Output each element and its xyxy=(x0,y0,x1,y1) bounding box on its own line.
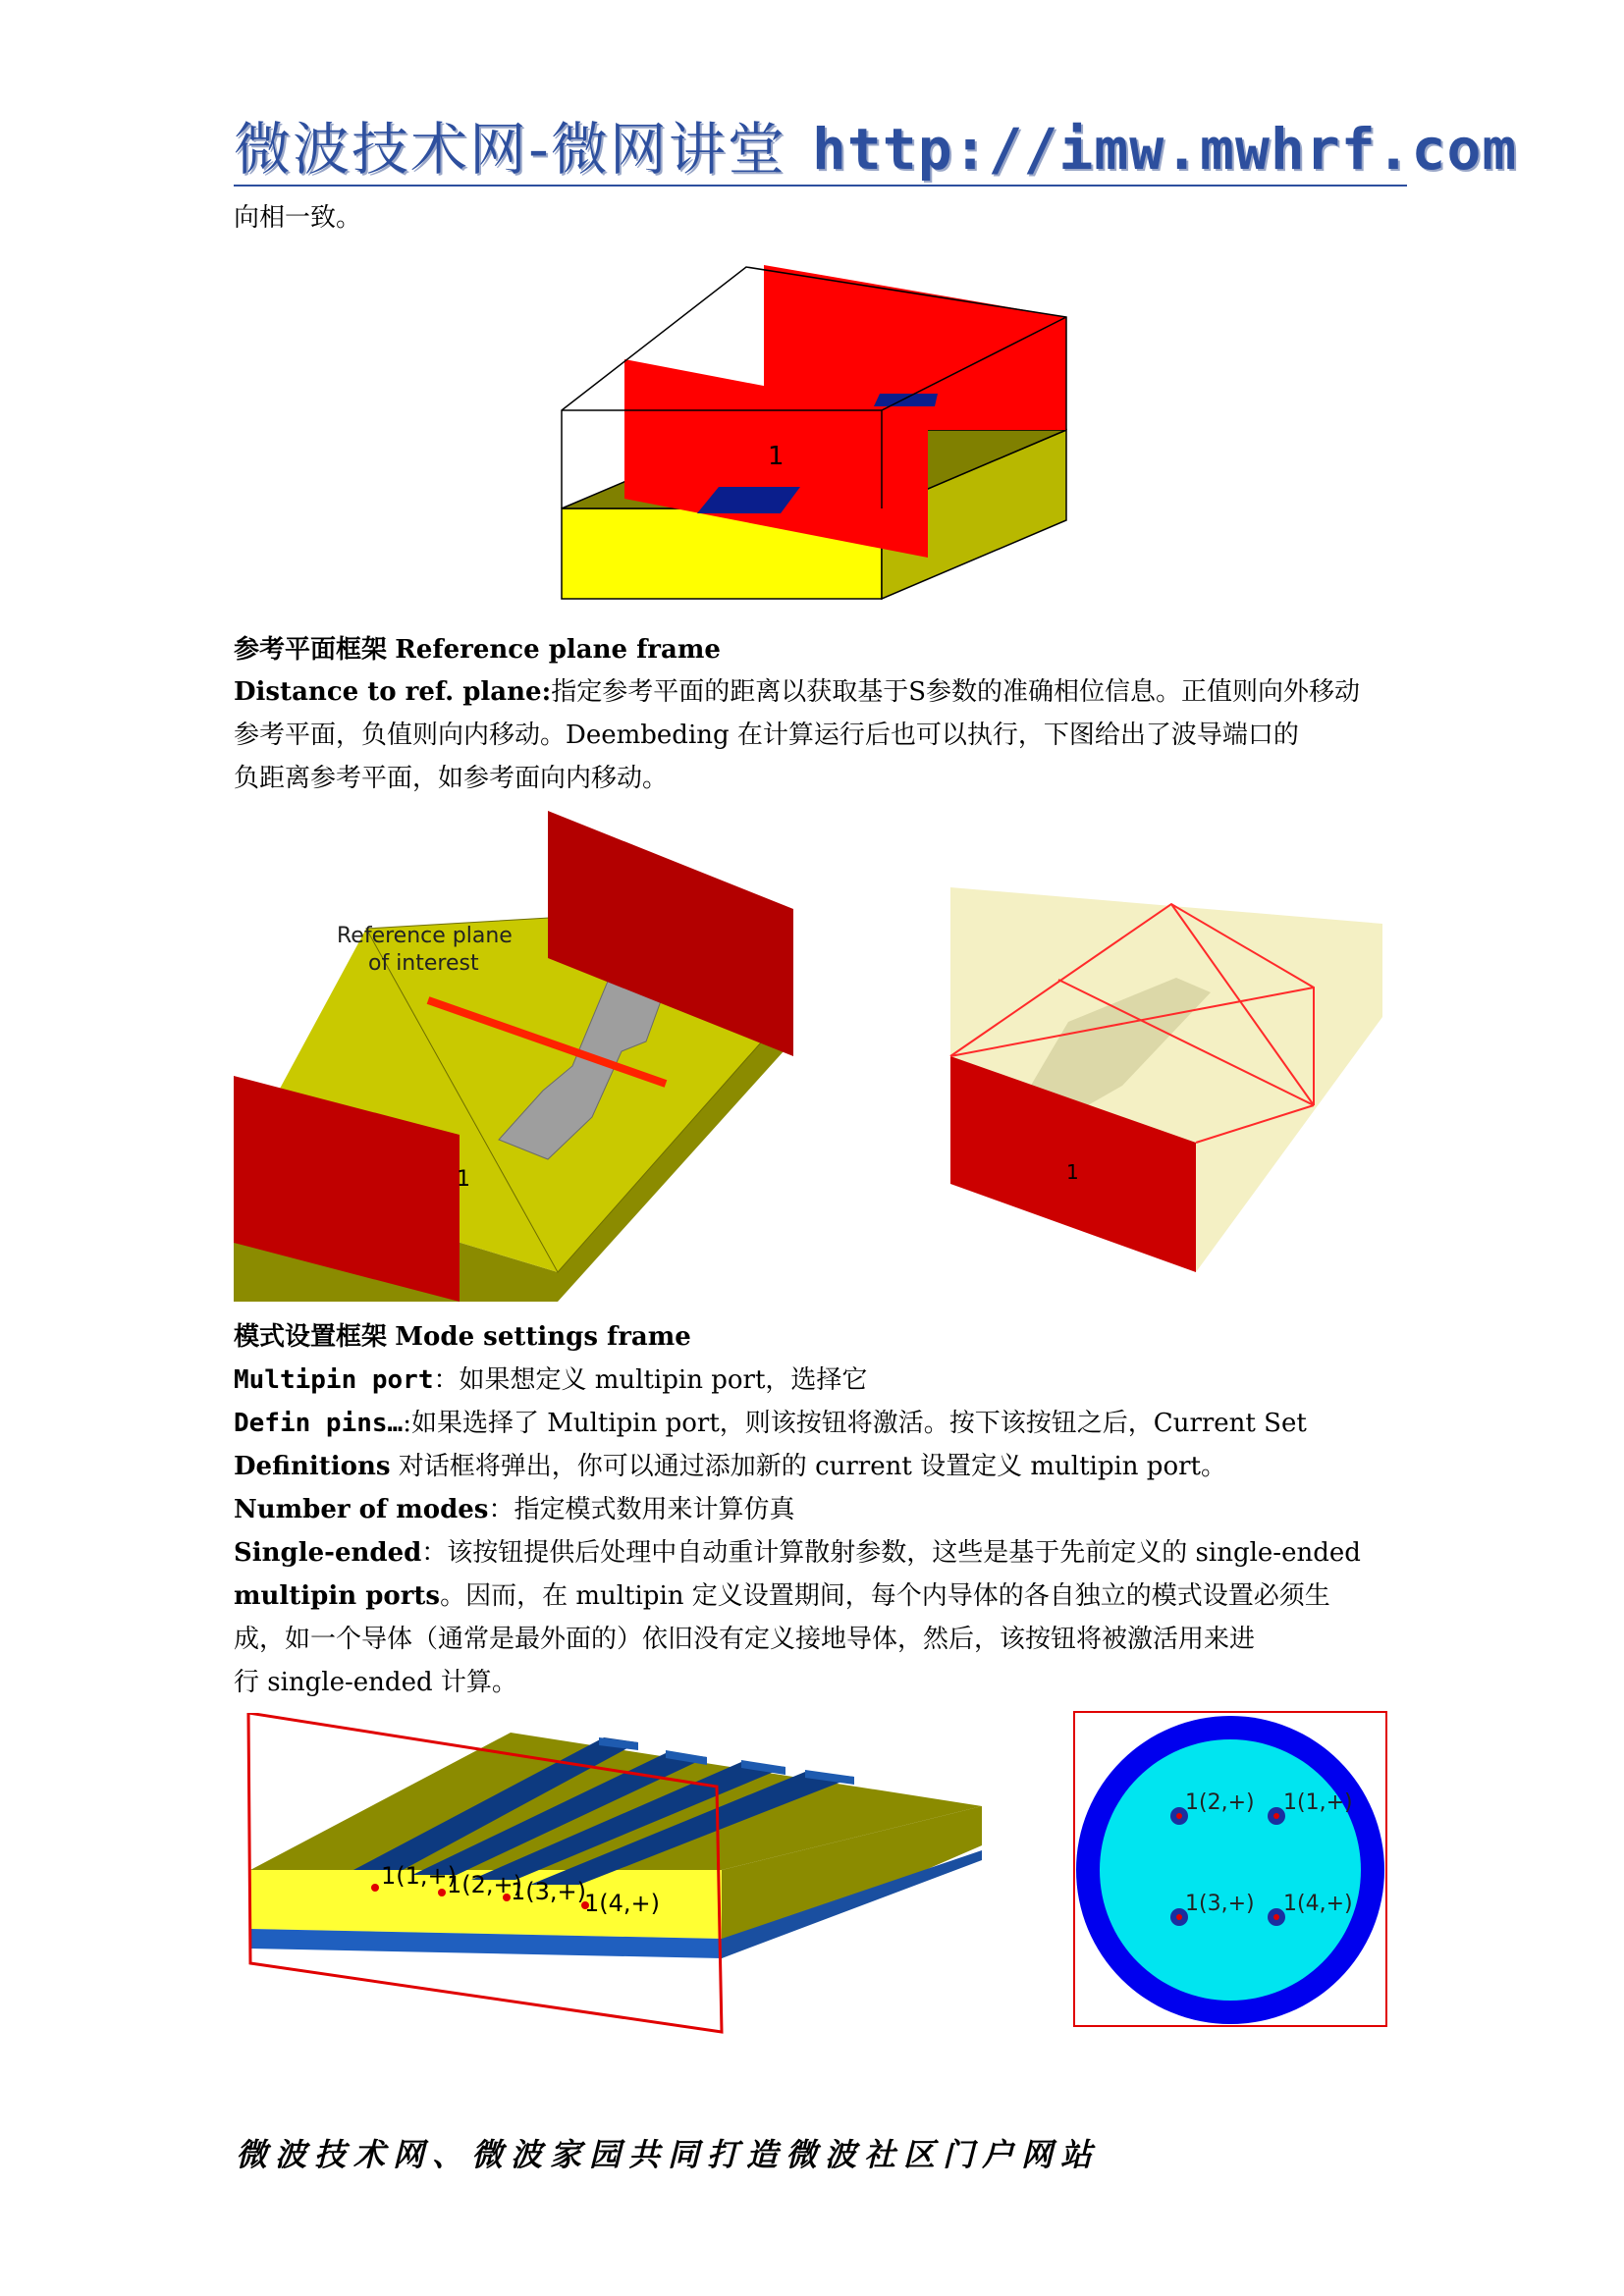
page-header xyxy=(234,110,1518,188)
reference-line-1 xyxy=(234,670,1407,714)
microstrip-back xyxy=(874,394,938,406)
single-line-3: 成，如一个导体（通常是最外面的）依旧没有定义接地导体，然后，该按钮将被激活用来进 xyxy=(234,1625,1256,1654)
section-reference-title xyxy=(234,628,1407,671)
strip-pin-label-2: 1(2,+) xyxy=(447,1871,523,1898)
multipin-text: ：如果想定义 multipin port，选择它 xyxy=(433,1365,868,1395)
reference-title-cn: 参考平面框架 xyxy=(234,635,388,665)
reference-plane-right-model xyxy=(950,887,1382,1272)
annotation-line-1: Reference plane xyxy=(337,924,513,948)
single-line-2 xyxy=(234,1575,1407,1618)
header-divider xyxy=(234,185,1407,187)
intro-line: 向相一致。 xyxy=(234,203,362,233)
port-label: 1 xyxy=(768,442,785,471)
defin-term: Defin pins… xyxy=(234,1409,404,1438)
strip-pin-label-3: 1(3,+) xyxy=(511,1878,587,1905)
right-port-label: 1 xyxy=(1066,1160,1079,1184)
strip-pin-label-4: 1(4,+) xyxy=(584,1890,661,1917)
strip-pin-label-1: 1(1,+) xyxy=(381,1862,458,1890)
multipin-term: Multipin port xyxy=(234,1365,434,1395)
reference-line-2: 参考平面，负值则向内移动。Deembeding 在计算运行后也可以执行，下图给出了波导端口的 xyxy=(234,721,1299,750)
reference-line-1-text: 指定参考平面的距离以获取基于S参数的准确相位信息。正值则向外移动 xyxy=(551,677,1361,707)
single-term: Single-ended xyxy=(234,1538,422,1568)
reference-title-en: Reference plane frame xyxy=(395,635,721,665)
single-term-2: multipin ports xyxy=(234,1581,441,1611)
defin-line xyxy=(234,1402,1407,1445)
modes-line xyxy=(234,1488,1407,1531)
figure-multipin-strips xyxy=(245,1713,987,2037)
definitions-line xyxy=(234,1445,1407,1488)
modes-term: Number of modes xyxy=(234,1495,489,1524)
single-line-4: 行 single-ended 计算。 xyxy=(234,1668,517,1697)
multipin-line xyxy=(234,1359,1407,1402)
header-title-line xyxy=(234,110,1518,188)
annotation-line-2: of interest xyxy=(368,951,479,976)
mode-title-en: Mode settings frame xyxy=(395,1322,691,1352)
figure-reference-plane xyxy=(234,811,1407,1302)
defin-text: :如果选择了 Multipin port，则该按钮将激活。按下该按钮之后，Current Set xyxy=(403,1409,1307,1438)
site-title: 微波技术网-微网讲堂 xyxy=(234,116,786,183)
single-text: ：该按钮提供后处理中自动重计算散射参数，这些是基于先前定义的 single-ended xyxy=(421,1538,1361,1568)
coax-pin-label-2: 1(2,+) xyxy=(1185,1790,1255,1815)
definitions-term: Definitions xyxy=(234,1452,391,1481)
distance-term: Distance to ref. plane: xyxy=(234,677,552,707)
figure-waveguide-port xyxy=(550,263,1080,609)
reference-line-3: 负距离参考平面，如参考面向内移动。 xyxy=(234,764,669,793)
section-mode-title xyxy=(234,1315,1407,1359)
definitions-text: 对话框将弹出，你可以通过添加新的 current 设置定义 multipin port。 xyxy=(390,1452,1226,1481)
coax-pin-label-1: 1(1,+) xyxy=(1283,1790,1353,1815)
single-text-2: 。因而，在 multipin 定义设置期间，每个内导体的各自独立的模式设置必须生 xyxy=(440,1581,1330,1611)
single-line-1 xyxy=(234,1531,1407,1575)
figure-multipin-coax xyxy=(1073,1711,1387,2027)
reference-plane-left-model xyxy=(234,811,793,1302)
coax-pin-label-4: 1(4,+) xyxy=(1283,1892,1353,1916)
modes-text: ：指定模式数用来计算仿真 xyxy=(488,1495,795,1524)
page-footer: 微波技术网、微波家园共同打造微波社区门户网站 xyxy=(236,2136,1101,2173)
left-port-label: 1 xyxy=(457,1167,470,1192)
site-url[interactable]: http://imw.mwhrf.com xyxy=(811,116,1518,183)
coax-pin-label-3: 1(3,+) xyxy=(1185,1892,1255,1916)
mode-title-cn: 模式设置框架 xyxy=(234,1322,388,1352)
